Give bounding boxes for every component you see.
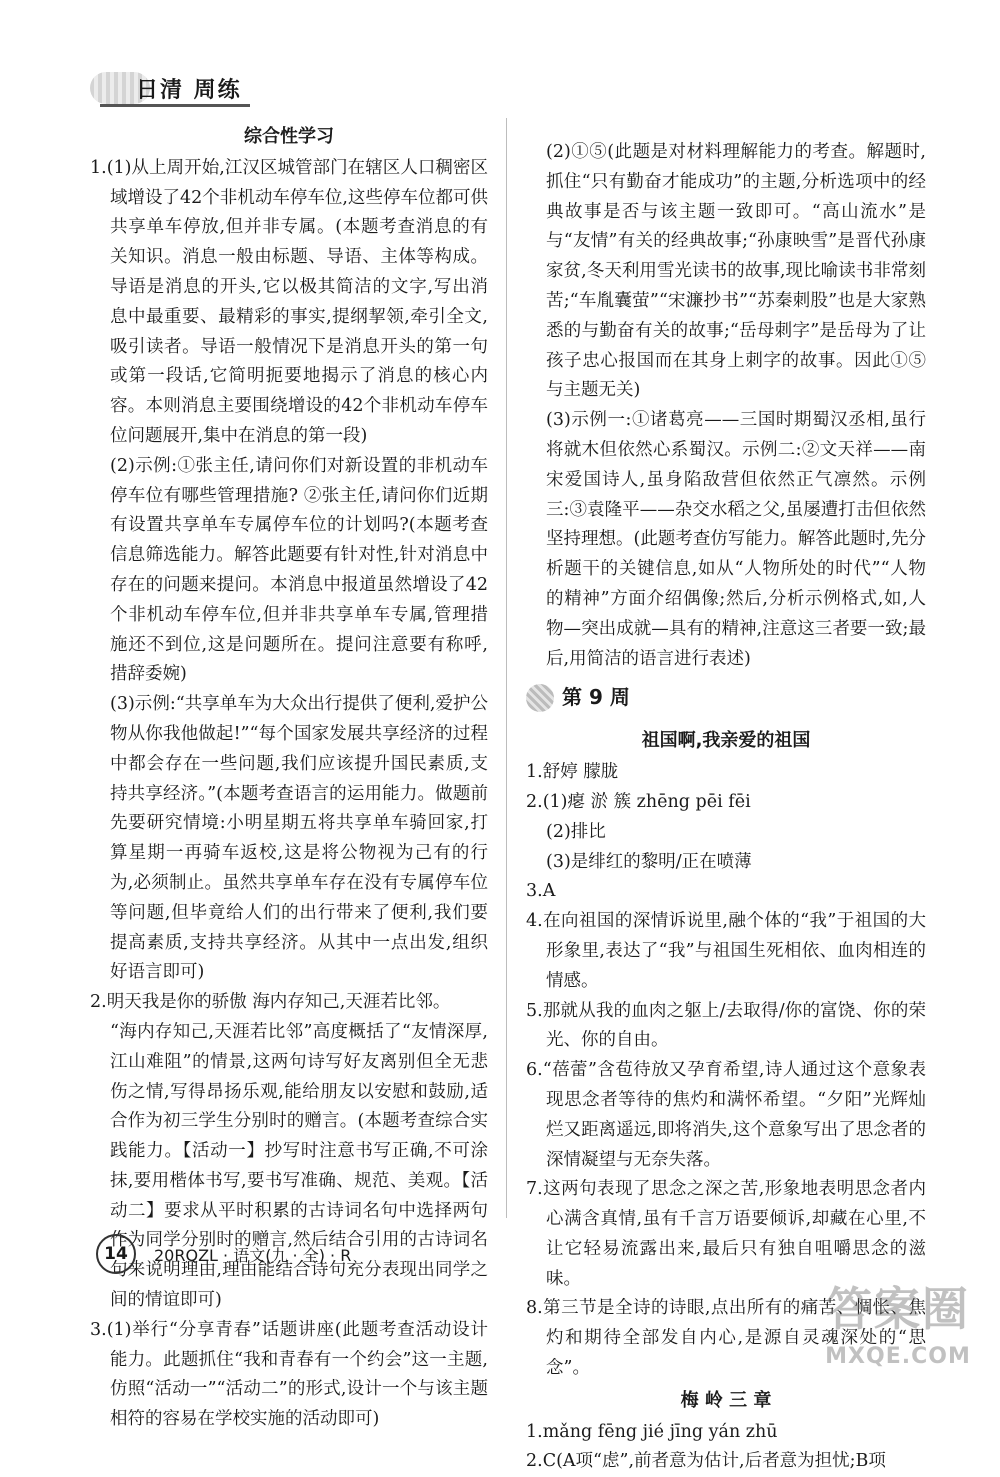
zuguo-item-3: 3.A	[526, 881, 556, 902]
header-underline	[100, 104, 250, 107]
week-decoration-icon	[526, 684, 554, 712]
meiling-item-2: 2.C(A项“虑”,前者意为估计,后者意为担忧;B项	[526, 1451, 886, 1472]
zuguo-item-5: 5.那就从我的血肉之躯上/去取得/你的富饶、你的荣光、你的自由。	[526, 1000, 926, 1051]
page-number: 14	[96, 1234, 136, 1274]
footer	[96, 1234, 351, 1274]
footer-book-code: 20RQZL · 语文(九 · 全) · R	[154, 1245, 352, 1265]
meiling-item-1: 1.mǎng fēng jié jīng yán zhū	[526, 1421, 778, 1442]
zuguo-item-4: 4.在向祖国的深情诉说里,融个体的“我”于祖国的大形象里,表达了“我”与祖国生死相依、血肉相连的情感。	[526, 911, 926, 991]
section-title-zuguo: 祖国啊,我亲爱的祖国	[641, 730, 811, 752]
answer-2-explain: “海内存知己,天涯若比邻”高度概括了“友情深厚,江山难阻”的情景,这两句诗写好友离别但全无悲伤之情,写得昂扬乐观,能给朋友以安慰和鼓励,适合作为初三学生分别时的赠言。(本题考查综合实践能力。【活动一】抄写时注意书写正确,不可涂抹,要用楷体书写,要书写准确、规范、美观。【活动二】要求从平时积累的古诗词名句中选择两句作为同学分别时的赠言,然后结合引用的古诗词名句来说明理由,理由能结合诗句充分表现出同学之间的情谊即可)	[110, 1021, 488, 1311]
answer-1-3: (3)示例:“共享单车为大众出行提供了便利,爱护公物从你我他做起!”“每个国家发展共享经济的过程中都会存在一些问题,我们应该提升国民素质,支持共享经济。”(本题考查语言的运用能力。做题前先要研究情境:小明星期五将共享单车骑回家,打算星期一再骑车返校,这是将公物视为己有的行为,必须制止。虽然共享单车存在没有专属停车位等问题,但毕竟给人们的出行带来了便利,我们要提高素质,支持共享经济。从其中一点出发,组织好语言即可)	[110, 694, 488, 983]
answer-3-1: 3.(1)举行“分享青春”话题讲座(此题考查活动设计能力。此题抓住“我和青春有一个约会”这一主题,仿照“活动一”“活动二”的形式,设计一个与该主题相符的容易在学校实施的活动即可)	[90, 1319, 488, 1430]
answer-1-2: (2)示例:①张主任,请问你们对新设置的非机动车停车位有哪些管理措施? ②张主任,请问你们近期有设置共享单车专属停车位的计划吗?(本题考查信息筛选能力。解答此题要有针对性,针对消息中存在的问题来提问。本消息中报道虽然增设了42个非机动车停车位,但并非共享单车专属,管理措施还不到位,这是问题所在。提问注意要有称呼,措辞委婉)	[110, 455, 488, 685]
answer-3-3: (3)示例一:①诸葛亮——三国时期蜀汉丞相,虽行将就木但依然心系蜀汉。示例二:②文天祥——南宋爱国诗人,虽身陷敌营但依然正气凛然。示例三:③袁隆平——杂交水稻之父,虽屡遭打击但依然坚持理想。(此题考查仿写能力。解答此题时,先分析题干的关键信息,如从“人物所处的时代”“人物的精神”方面介绍偶像;然后,分析示例格式,如,人物—突出成就—具有的精神,注意这三者要一致;最后,用简洁的语言进行表述)	[546, 410, 926, 669]
zuguo-item-2-3: (3)是绯红的黎明/正在喷薄	[546, 851, 752, 872]
zuguo-item-2-2: (2)排比	[546, 821, 606, 842]
zuguo-item-1: 1.舒婷 朦胧	[526, 762, 619, 783]
zuguo-item-6: 6.“蓓蕾”含苞待放又孕育希望,诗人通过这个意象表现思念者等待的焦灼和满怀希望。“夕阳”光辉灿烂又距离遥远,即将消失,这个意象写出了思念者的深情凝望与无奈失落。	[526, 1060, 926, 1170]
section-title-meiling: 梅 岭 三 章	[680, 1389, 772, 1411]
watermark-url: MXQE.COM	[825, 1344, 971, 1369]
column-divider	[506, 118, 507, 1218]
answer-1-1: 1.(1)从上周开始,江汉区城管部门在辖区人口稠密区域增设了42个非机动车停车位,这些停车位都可供共享单车停放,但并非专属。(本题考查消息的有关知识。消息一般由标题、导语、主体等构成。导语是消息的开头,它以极其简洁的文字,写出消息中最重要、最精彩的事实,提纲挈领,牵引全文,吸引读者。导语一般情况下是消息开头的第一句或第一段话,它简明扼要地揭示了消息的核心内容。本则消息主要围绕增设的42个非机动车停车位问题展开,集中在消息的第一段)	[90, 157, 488, 446]
answer-2: 2.明天我是你的骄傲 海内存知己,天涯若比邻。	[90, 992, 451, 1013]
section-title-zonghexing: 综合性学习	[244, 126, 334, 147]
week-heading	[526, 678, 926, 718]
zuguo-item-8: 8.第三节是全诗的诗眼,点出所有的痛苦、惆怅、焦灼和期待全部发自内心,是源自灵魂深处的“思念”。	[526, 1298, 926, 1379]
zuguo-item-2: 2.(1)瘪 淤 簇 zhēng pēi fēi	[526, 791, 751, 812]
header-title: 日清 周练	[136, 77, 242, 103]
zuguo-item-7: 7.这两句表现了思念之深之苦,形象地表明思念者内心满含真情,虽有千言万语要倾诉,却藏在心里,不让它轻易流露出来,最后只有独自咀嚼思念的滋味。	[526, 1179, 926, 1289]
answer-3-2: (2)①⑤(此题是对材料理解能力的考查。解题时,抓住“只有勤奋才能成功”的主题,分析选项中的经典故事是否与该主题一致即可。“高山流水”是与“友情”有关的经典故事;“孙康映雪”是晋代孙康家贫,冬天利用雪光读书的故事,现比喻读书非常刻苦;“车胤囊萤”“宋濂抄书”“苏秦刺股”也是大家熟悉的与勤奋有关的故事;“岳母刺字”是岳母为了让孩子忠心报国而在其身上刺字的故事。因此①⑤与主题无关)	[546, 142, 926, 401]
watermark-logo	[808, 1274, 988, 1384]
week-label: 第 9 周	[562, 685, 630, 710]
watermark-text: 答案圈	[826, 1282, 970, 1336]
